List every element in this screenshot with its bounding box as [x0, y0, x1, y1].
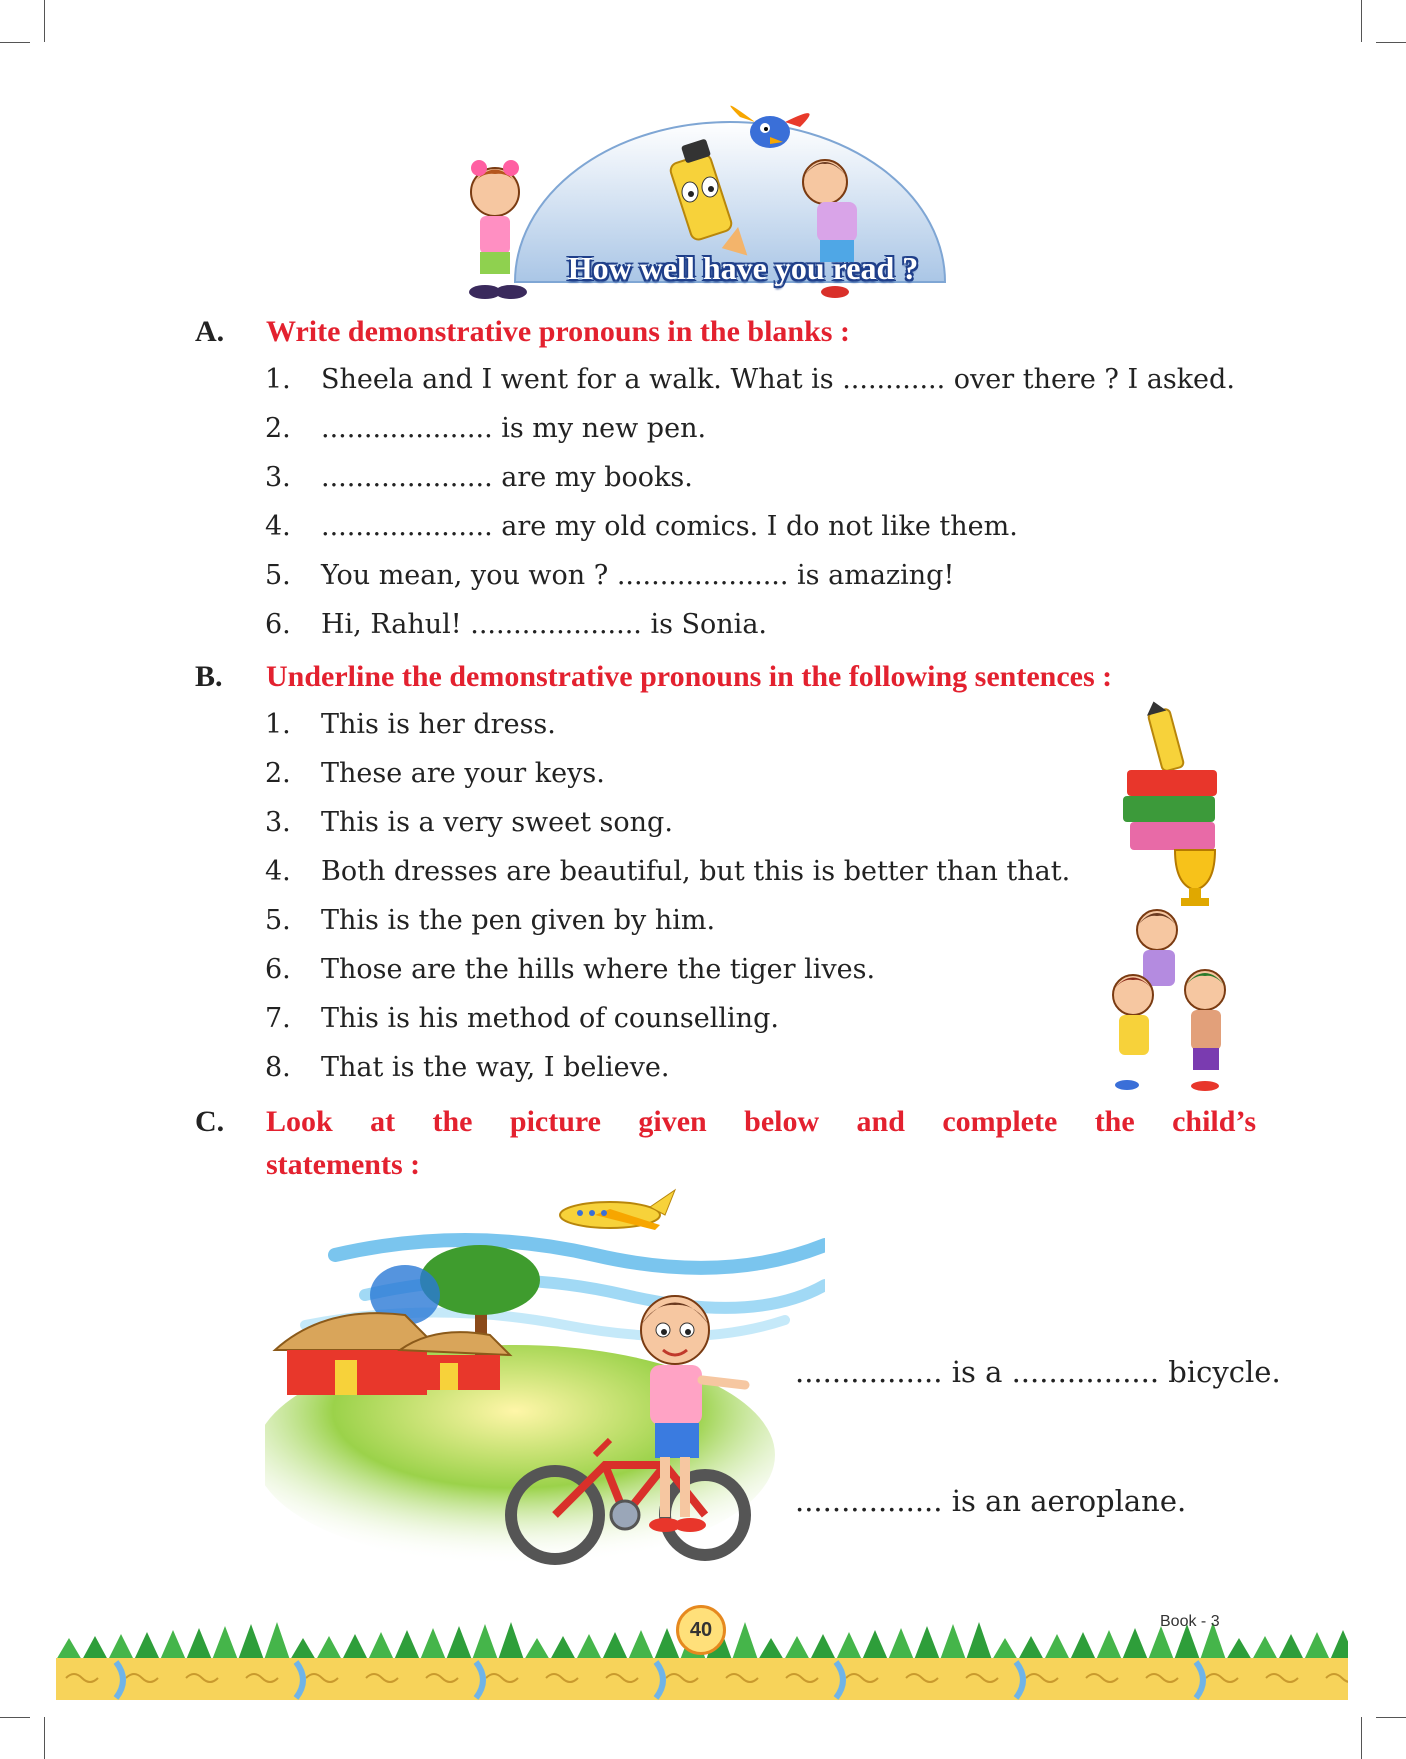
- item-text: This is his method of counselling.: [321, 1003, 779, 1034]
- tree-icon: [368, 1632, 394, 1660]
- tree-icon: [732, 1622, 758, 1660]
- tree-icon: [1278, 1634, 1304, 1660]
- section-header: [465, 92, 985, 312]
- tree-icon: [212, 1626, 238, 1660]
- item-number: 7.: [265, 1003, 291, 1034]
- aeroplane-icon: [560, 1190, 675, 1230]
- crop-mark: [1376, 42, 1406, 43]
- tree-icon: [1226, 1638, 1252, 1660]
- item-number: 2.: [265, 758, 291, 789]
- item-text: .................... is my new pen.: [321, 413, 707, 444]
- tree-icon: [1096, 1630, 1122, 1660]
- item-text: .................... are my old comics. I do not like them.: [321, 511, 1018, 542]
- section-a-letter: A.: [195, 315, 225, 348]
- section-c-letter: C.: [195, 1105, 225, 1138]
- tree-icon: [784, 1636, 810, 1660]
- tree-icon: [134, 1632, 160, 1660]
- item-number: 4.: [265, 856, 291, 887]
- list-item: [265, 1003, 779, 1034]
- tree-icon: [1044, 1634, 1070, 1660]
- item-number: 4.: [265, 511, 291, 542]
- list-item: [265, 807, 673, 838]
- tree-icon: [1148, 1626, 1174, 1660]
- tree-icon: [576, 1634, 602, 1660]
- list-item: [265, 905, 715, 936]
- section-c-heading: Look at the picture given below and complete the child’s: [266, 1105, 1256, 1138]
- item-number: 5.: [265, 560, 291, 591]
- trophy-icon: [1175, 850, 1215, 906]
- item-number: 3.: [265, 462, 291, 493]
- tree-icon: [888, 1628, 914, 1660]
- tree-icon: [836, 1632, 862, 1660]
- item-text: Both dresses are beautiful, but this is better than that.: [321, 856, 1071, 887]
- girl-helper-icon: [1113, 975, 1153, 1090]
- tree-icon: [498, 1622, 524, 1660]
- tree-icon: [1018, 1636, 1044, 1660]
- tree-icon: [420, 1628, 446, 1660]
- tree-icon: [56, 1638, 82, 1660]
- tree-icon: [992, 1638, 1018, 1660]
- item-number: 2.: [265, 413, 291, 444]
- tree-icon: [1330, 1630, 1348, 1660]
- item-text: Sheela and I went for a walk. What is ............ over there ? I asked.: [321, 364, 1235, 395]
- list-item: [265, 758, 605, 789]
- item-text: Hi, Rahul! .................... is Sonia.: [321, 609, 768, 640]
- item-text: That is the way, I believe.: [321, 1052, 670, 1083]
- item-text: This is the pen given by him.: [321, 905, 716, 936]
- item-number: 6.: [265, 954, 291, 985]
- boy-lifting-icon: [1137, 910, 1177, 986]
- tree-icon: [290, 1638, 316, 1660]
- crop-mark: [0, 1717, 30, 1718]
- tree-icon: [264, 1622, 290, 1660]
- item-text: Those are the hills where the tiger lives.: [321, 954, 876, 985]
- list-item: [265, 1052, 669, 1083]
- item-number: 3.: [265, 807, 291, 838]
- tree-icon: [966, 1622, 992, 1660]
- list-item: [265, 462, 693, 493]
- item-text: .................... are my books.: [321, 462, 693, 493]
- tree-icon: [1070, 1632, 1096, 1660]
- footer-band: [56, 1658, 1348, 1700]
- tree-icon: [1304, 1632, 1330, 1660]
- list-item: [265, 560, 954, 591]
- section-a-heading: Write demonstrative pronouns in the blanks :: [266, 315, 850, 348]
- tree-icon: [446, 1626, 472, 1660]
- crop-mark: [0, 42, 30, 43]
- books-stack-icon: [1123, 770, 1217, 850]
- section-b-heading: Underline the demonstrative pronouns in the following sentences :: [266, 660, 1113, 693]
- tree-icon: [316, 1636, 342, 1660]
- tree-icon: [758, 1638, 784, 1660]
- list-item: [265, 413, 706, 444]
- tree-icon: [472, 1624, 498, 1660]
- crop-mark: [1376, 1717, 1406, 1718]
- tree-icon: [550, 1636, 576, 1660]
- tree-icon: [602, 1632, 628, 1660]
- list-item: [265, 856, 1070, 887]
- child-bicycle-aeroplane-illustration: [265, 1185, 825, 1575]
- item-number: 1.: [265, 709, 291, 740]
- list-item: [265, 709, 556, 740]
- page-title: How well have you read ?: [567, 250, 919, 286]
- tree-icon: [82, 1636, 108, 1660]
- tree-icon: [810, 1634, 836, 1660]
- tree-icon: [108, 1634, 134, 1660]
- children-trophy-illustration: [1105, 700, 1250, 1095]
- item-number: 8.: [265, 1052, 291, 1083]
- crop-mark: [1361, 0, 1362, 42]
- tree-icon: [914, 1626, 940, 1660]
- item-number: 6.: [265, 609, 291, 640]
- item-number: 5.: [265, 905, 291, 936]
- section-b-letter: B.: [195, 660, 223, 693]
- tree-icon: [238, 1624, 264, 1660]
- crop-mark: [44, 1717, 45, 1759]
- item-text: You mean, you won ? .................... is amazing!: [321, 560, 955, 591]
- crop-mark: [1361, 1717, 1362, 1759]
- list-item: [265, 511, 1018, 542]
- tree-icon: [186, 1628, 212, 1660]
- tree-icon: [862, 1630, 888, 1660]
- list-item: [265, 609, 767, 640]
- item-text: These are your keys.: [321, 758, 605, 789]
- item-number: 1.: [265, 364, 291, 395]
- boy-helper-icon: [1185, 970, 1225, 1091]
- tree-icon: [940, 1624, 966, 1660]
- tree-icon: [1122, 1628, 1148, 1660]
- list-item: [265, 364, 1235, 395]
- section-c-heading-continued: statements :: [266, 1148, 421, 1181]
- statement-bicycle: ................ is a ................ bicycle.: [795, 1355, 1281, 1389]
- book-label: Book - 3: [1160, 1613, 1220, 1630]
- list-item: [265, 954, 875, 985]
- tree-icon: [524, 1638, 550, 1660]
- statement-aeroplane: ................ is an aeroplane.: [795, 1484, 1187, 1518]
- tree-icon: [342, 1634, 368, 1660]
- pencil-mascot-icon: [1144, 700, 1185, 772]
- tree-icon: [628, 1630, 654, 1660]
- crop-mark: [44, 0, 45, 42]
- item-text: This is a very sweet song.: [321, 807, 673, 838]
- item-text: This is her dress.: [321, 709, 556, 740]
- tree-icon: [160, 1630, 186, 1660]
- tree-icon: [1252, 1636, 1278, 1660]
- tree-icon: [394, 1630, 420, 1660]
- page-number: 40: [676, 1605, 726, 1655]
